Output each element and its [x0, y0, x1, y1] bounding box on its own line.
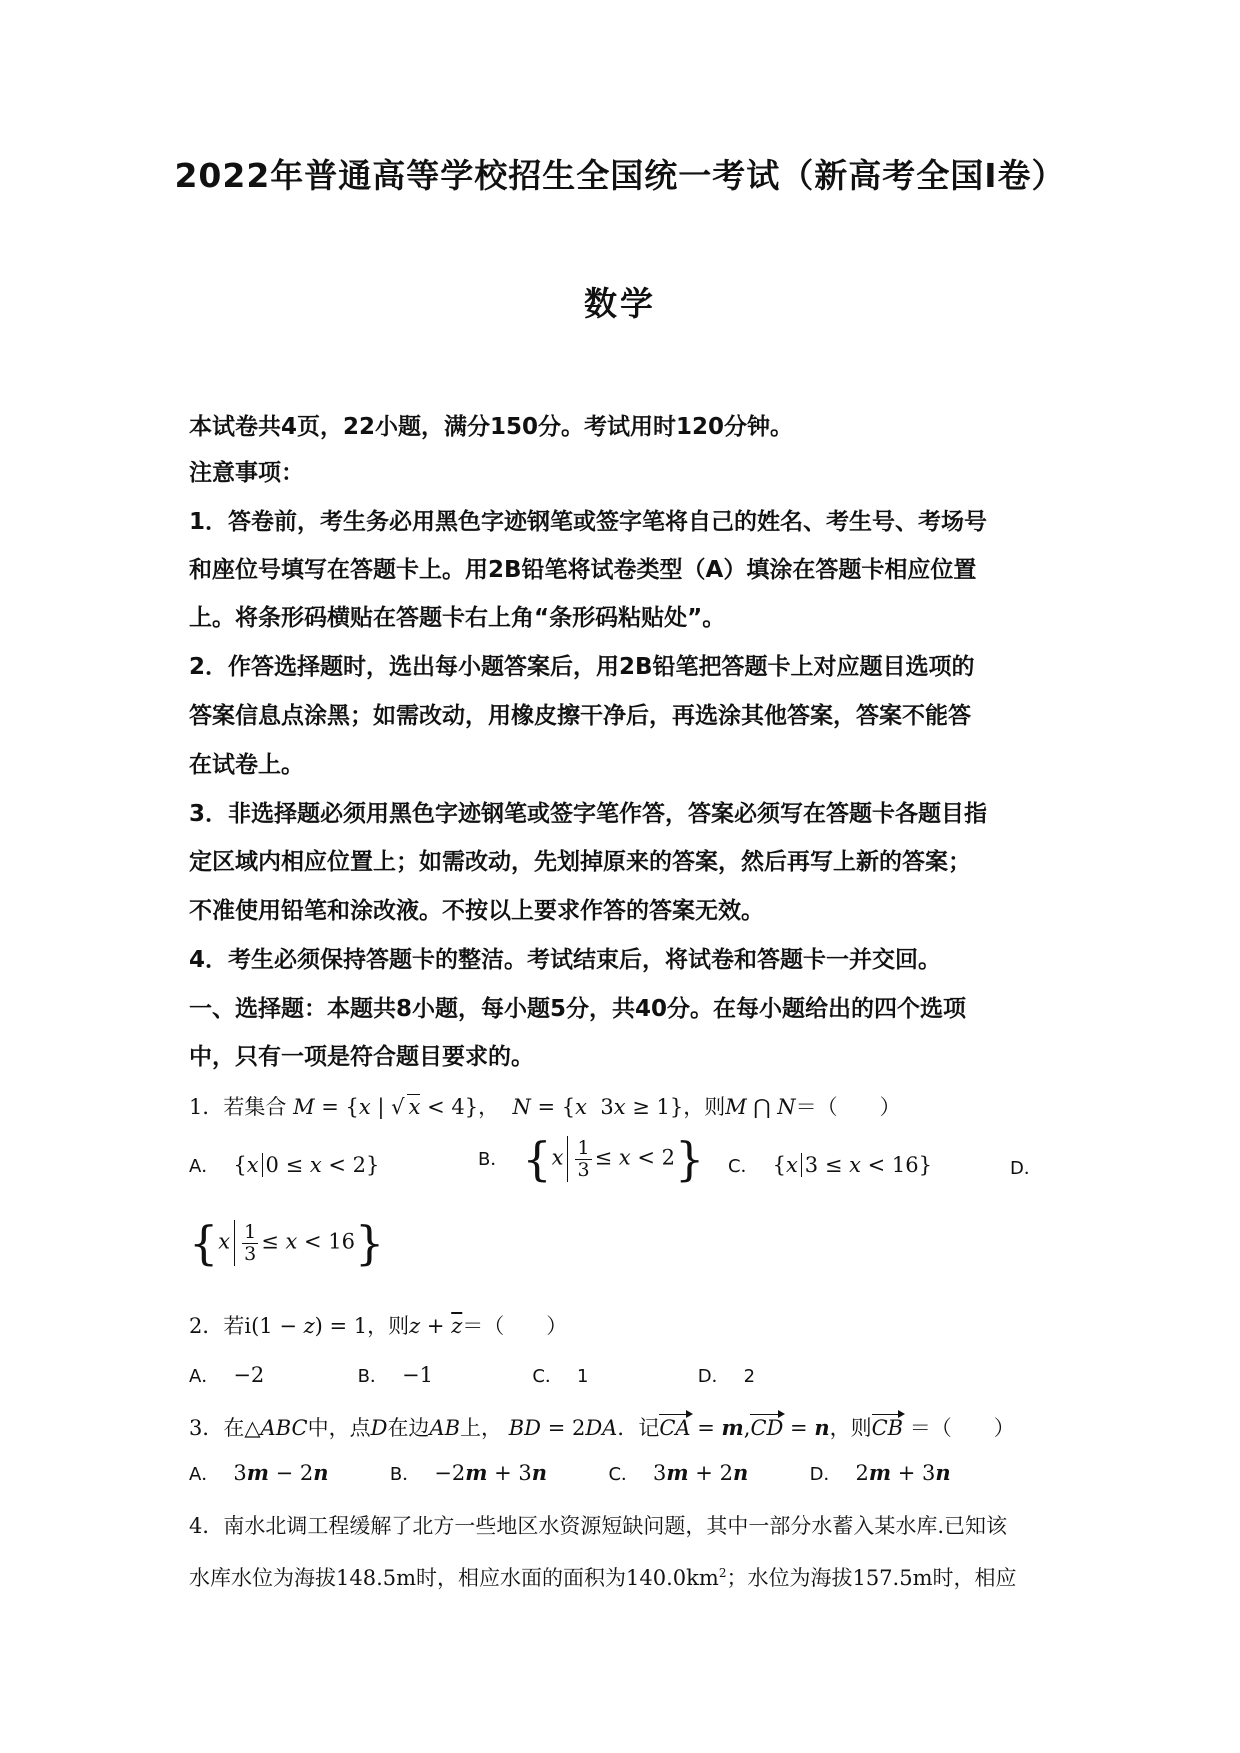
note-line: 和座位号填写在答题卡上。用2B铅笔将试卷类型（A）填涂在答题卡相应位置	[189, 557, 977, 583]
note-line: 不准使用铅笔和涂改液。不按以上要求作答的答案无效。	[189, 898, 764, 924]
q1-option-b: B． {x $\frac{1}{3}$ ≤ x < 2}	[478, 1132, 705, 1186]
note-line: 上。将条形码横贴在答题卡右上角“条形码粘贴处”。	[189, 605, 726, 631]
question-4-line-2: 水库水位为海拔148.5m时，相应水面的面积为$140.0km^2$；水位为海拔157.5m时，相应	[189, 1566, 1017, 1590]
note-line: 在试卷上。	[189, 752, 304, 778]
note-line: 3．非选择题必须用黑色字迹钢笔或签字笔作答，答案必须写在答题卡各题目指	[189, 801, 988, 827]
section-heading: 中，只有一项是符合题目要求的。	[189, 1044, 534, 1070]
note-line: 答案信息点涂黑；如需改动，用橡皮擦干净后，再选涂其他答案，答案不能答	[189, 703, 971, 729]
note-line: 2．作答选择题时，选出每小题答案后，用2B铅笔把答题卡上对应题目选项的	[189, 654, 975, 680]
q2-options: A． −2 B． −1 C． 1 D． 2	[189, 1363, 756, 1387]
note-line: 定区域内相应位置上；如需改动，先划掉原来的答案，然后再写上新的答案；	[189, 849, 971, 875]
q1-option-d: {x $\frac{1}{3}$ ≤ x < 16}	[189, 1216, 385, 1270]
question-2: 2．若i(1 − z) = 1，则$z + \overline{z}=$（ ）	[189, 1314, 568, 1338]
q1-option-a: A． {x 0 ≤ x < 2}	[189, 1153, 380, 1177]
q1-option-c: C． {x 3 ≤ x < 16}	[728, 1153, 932, 1177]
question-3: 3．在△ABC中，点D在边AB上， BD = 2DA．记CA = m,CD = n，则CB ＝（ ）	[189, 1415, 1015, 1440]
section-heading: 一、选择题：本题共8小题，每小题5分，共40分。在每小题给出的四个选项	[189, 996, 967, 1022]
question-4-line-1: 4．南水北调工程缓解了北方一些地区水资源短缺问题，其中一部分水蓄入某水库.已知该	[189, 1514, 1008, 1538]
q1-option-d-label: D．	[1010, 1158, 1042, 1179]
q3-options: A． 3m − 2n B． −2m + 3n C． 3m + 2n D． 2m + 3n	[189, 1460, 951, 1485]
notes-heading: 注意事项：	[189, 460, 304, 486]
subject-title: 数学	[584, 284, 656, 323]
note-line: 1．答卷前，考生务必用黑色字迹钢笔或签字笔将自己的姓名、考生号、考场号	[189, 509, 988, 535]
exam-info: 本试卷共4页，22小题，满分150分。考试用时120分钟。	[189, 414, 794, 440]
question-1: 1．若集合 M = {x | √ x < 4}， N = {x 3x ≥ 1}，则M ⋂ N＝（ ）	[189, 1095, 901, 1119]
note-line: 4．考生必须保持答题卡的整洁。考试结束后，将试卷和答题卡一并交回。	[189, 947, 942, 973]
exam-title: 2022年普通高等学校招生全国统一考试（新高考全国Ⅰ卷）	[174, 156, 1066, 195]
